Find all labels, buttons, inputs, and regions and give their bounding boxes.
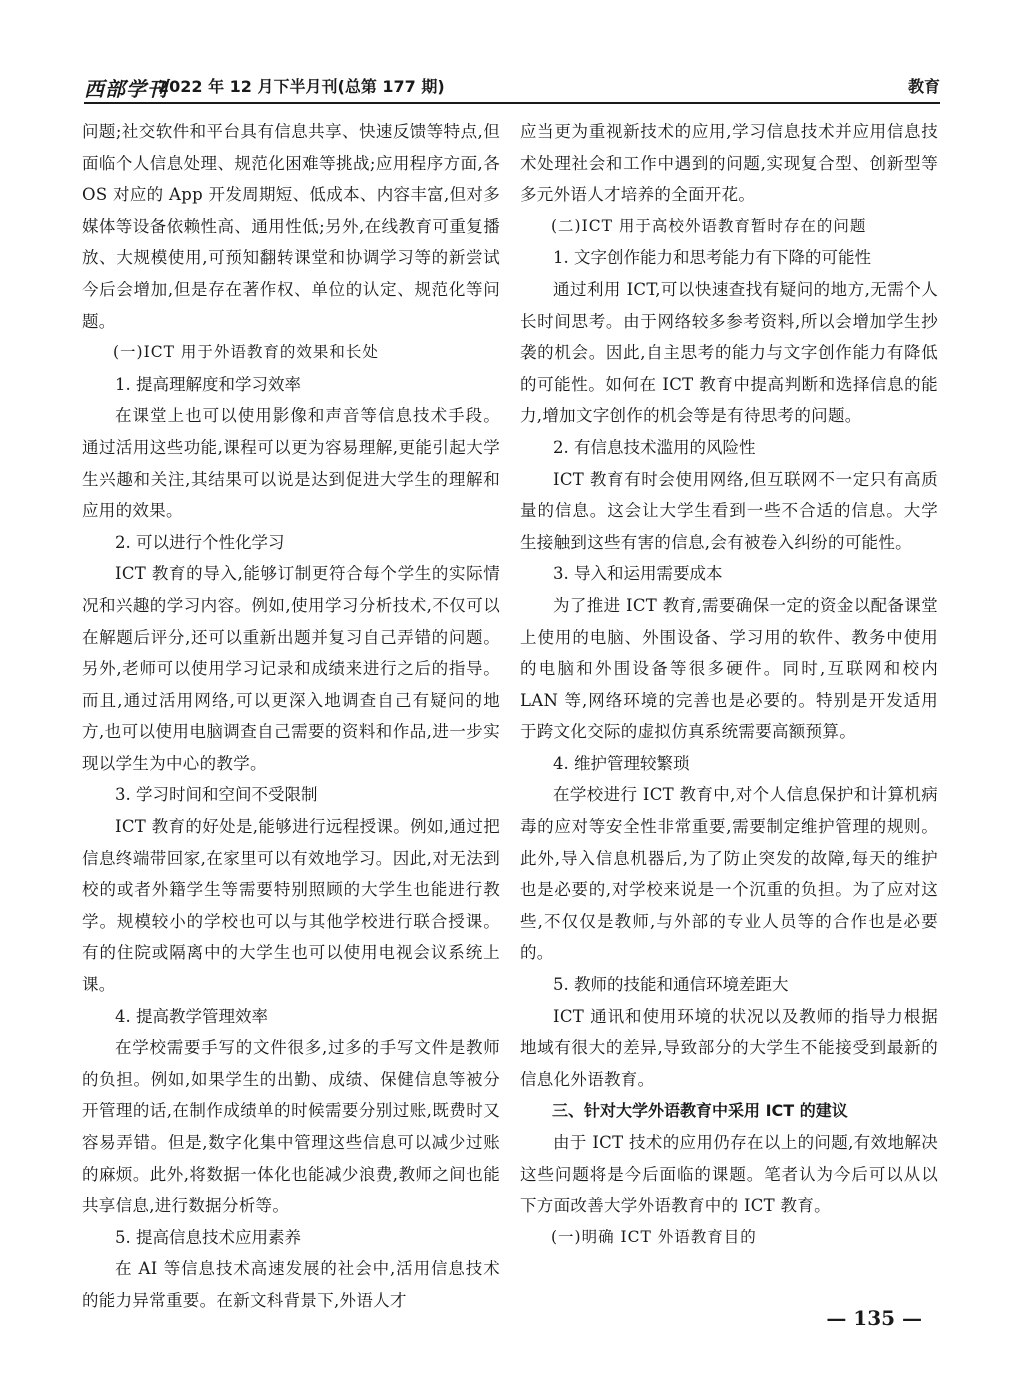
journal-logo: 西部学刊 — [84, 77, 168, 101]
paragraph: ICT 教育有时会使用网络,但互联网不一定只有高质量的信息。这会让大学生看到一些不合适的信息。大学生接触到这些有害的信息,会有被卷入纠纷的可能性。 — [520, 469, 938, 552]
paragraph: 问题;社交软件和平台具有信息共享、快速反馈等特点,但面临个人信息处理、规范化困难等挑战;应用程序方面,各 OS 对应的 App 开发周期短、低成本、内容丰富,但对多媒体等设备依赖性高、通用性低;另外,在线教育可重复播放、大规模使用,可预知翻转课堂和协调学习等的新尝试今后会增加,但是存在著作权、单位的认定、规范化等问题。 — [82, 122, 500, 331]
numbered-heading: 5. 教师的技能和通信环境差距大 — [553, 975, 789, 995]
section-heading: 三、针对大学外语教育中采用 ICT 的建议 — [552, 1101, 848, 1121]
section-label: 教育 — [907, 77, 940, 96]
page-header — [84, 70, 940, 104]
numbered-heading: 1. 提高理解度和学习效率 — [115, 374, 301, 394]
page-number: — 135 — — [826, 1306, 922, 1330]
issue-info: 2022 年 12 月下半月刊(总第 177 期) — [158, 77, 445, 96]
paragraph: 应当更为重视新技术的应用,学习信息技术并应用信息技术处理社会和工作中遇到的问题,实现复合型、创新型等多元外语人才培养的全面开花。 — [520, 122, 938, 205]
subsection-heading: (二)ICT 用于高校外语教育暂时存在的问题 — [551, 216, 867, 235]
numbered-heading: 3. 学习时间和空间不受限制 — [115, 785, 318, 805]
paragraph: 在学校进行 ICT 教育中,对个人信息保护和计算机病毒的应对等安全性非常重要,需要制定维护管理的规则。此外,导入信息机器后,为了防止突发的故障,每天的维护也是必要的,对学校来说是一个沉重的负担。为了应对这些,不仅仅是教师,与外部的专业人员等的合作也是必要的。 — [520, 785, 938, 963]
paragraph: 在学校需要手写的文件很多,过多的手写文件是教师的负担。例如,如果学生的出勤、成绩、保健信息等被分开管理的话,在制作成绩单的时候需要分别过账,既费时又容易弄错。但是,数字化集中管理这些信息可以减少过账的麻烦。此外,将数据一体化也能减少浪费,教师之间也能共享信息,进行数据分析等。 — [82, 1038, 500, 1216]
subsection-heading: (一)明确 ICT 外语教育目的 — [551, 1227, 757, 1246]
numbered-heading: 3. 导入和运用需要成本 — [553, 564, 723, 584]
numbered-heading: 5. 提高信息技术应用素养 — [115, 1227, 301, 1247]
numbered-heading: 4. 维护管理较繁琐 — [553, 753, 690, 773]
numbered-heading: 1. 文字创作能力和思考能力有下降的可能性 — [553, 248, 871, 268]
right-column — [520, 116, 938, 1253]
paragraph: ICT 教育的好处是,能够进行远程授课。例如,通过把信息终端带回家,在家里可以有效地学习。因此,对无法到校的或者外籍学生等需要特别照顾的大学生也能进行教学。规模较小的学校也可以与其他学校进行联合授课。有的住院或隔离中的大学生也可以使用电视会议系统上课。 — [82, 817, 500, 995]
header-rule — [84, 102, 940, 104]
paragraph: 通过利用 ICT,可以快速查找有疑问的地方,无需个人长时间思考。由于网络较多参考资料,所以会增加学生抄袭的机会。因此,自主思考的能力与文字创作能力有降低的可能性。如何在 ICT 教育中提高判断和选择信息的能力,增加文字创作的机会等是有待思考的问题。 — [520, 279, 938, 426]
paragraph: 由于 ICT 技术的应用仍存在以上的问题,有效地解决这些问题将是今后面临的课题。笔者认为今后可以从以下方面改善大学外语教育中的 ICT 教育。 — [520, 1133, 938, 1216]
left-column — [82, 116, 500, 1317]
paragraph: 为了推进 ICT 教育,需要确保一定的资金以配备课堂上使用的电脑、外围设备、学习用的软件、教务中使用的电脑和外围设备等很多硬件。同时,互联网和校内 LAN 等,网络环境的完善也是必要的。特别是开发适用于跨文化交际的虚拟仿真系统需要高额预算。 — [520, 595, 938, 742]
numbered-heading: 2. 可以进行个性化学习 — [115, 532, 285, 552]
numbered-heading: 4. 提高教学管理效率 — [115, 1006, 268, 1026]
paragraph: 在课堂上也可以使用影像和声音等信息技术手段。通过活用这些功能,课程可以更为容易理解,更能引起大学生兴趣和关注,其结果可以说是达到促进大学生的理解和应用的效果。 — [82, 406, 500, 521]
paragraph: 在 AI 等信息技术高速发展的社会中,活用信息技术的能力异常重要。在新文科背景下,外语人才 — [82, 1259, 500, 1310]
paragraph: ICT 通讯和使用环境的状况以及教师的指导力根据地域有很大的差异,导致部分的大学生不能接受到最新的信息化外语教育。 — [520, 1006, 938, 1089]
subsection-heading: (一)ICT 用于外语教育的效果和长处 — [113, 343, 379, 362]
numbered-heading: 2. 有信息技术滥用的风险性 — [553, 437, 756, 457]
paragraph: ICT 教育的导入,能够订制更符合每个学生的实际情况和兴趣的学习内容。例如,使用学习分析技术,不仅可以在解题后评分,还可以重新出题并复习自己弄错的问题。另外,老师可以使用学习记录和成绩来进行之后的指导。而且,通过活用网络,可以更深入地调查自己有疑问的地方,也可以使用电脑调查自己需要的资料和作品,进一步实现以学生为中心的教学。 — [82, 564, 500, 773]
